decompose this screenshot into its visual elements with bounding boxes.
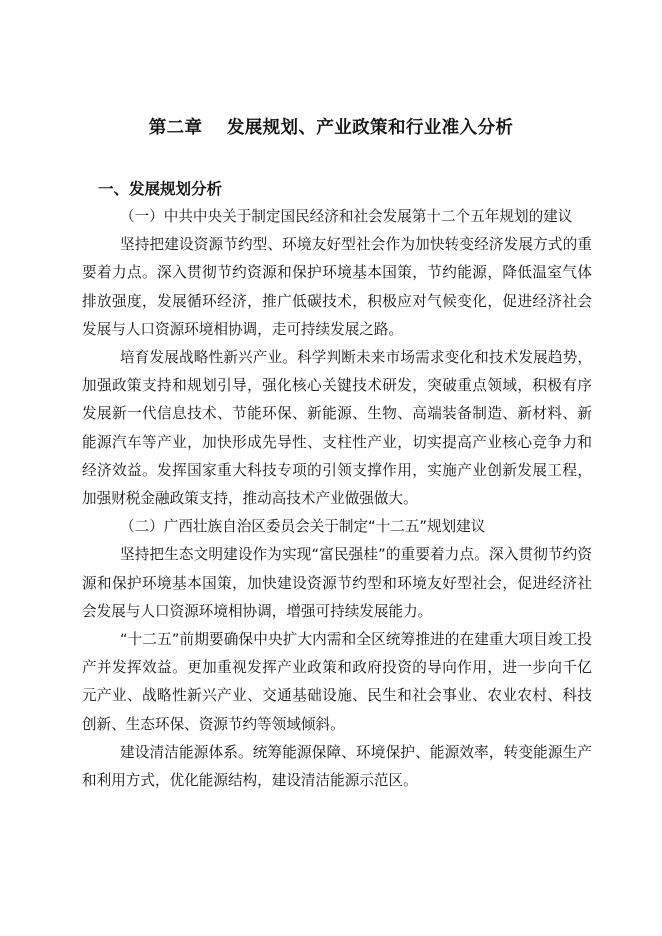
body-paragraph: 建设清洁能源体系。统筹能源保障、环境保护、能源效率，转变能源生产和利用方式，优化能源结构，建设清洁能源示范区。 bbox=[82, 743, 592, 790]
document-body bbox=[82, 203, 592, 795]
subsection-heading-1: （一）中共中央关于制定国民经济和社会发展第十二个五年规划的建议 bbox=[119, 208, 573, 225]
chapter-title: 第二章 发展规划、产业政策和行业准入分析 bbox=[148, 118, 514, 138]
subsection-heading-2: （二）广西壮族自治区委员会关于制定“十二五”规划建议 bbox=[119, 518, 486, 536]
body-paragraph: 坚持把生态文明建设作为实现“富民强桂”的重要着力点。深入贯彻节约资源和保护环境基本国策，加快建设资源节约型和环境友好型社会，促进经济社会发展与人口资源环境相协调，增强可持续发展能力。 bbox=[82, 546, 592, 620]
body-paragraph: “十二五”前期要确保中央扩大内需和全区统筹推进的在建重大项目竣工投产并发挥效益。更加重视发挥产业政策和政府投资的导向作用，进一步向千亿元产业、战略性新兴产业、交通基础设施、民生和社会事业、农业农村、科技创新、生态环保、资源节约等领域倾斜。 bbox=[82, 631, 592, 733]
body-paragraph: 培育发展战略性新兴产业。科学判断未来市场需求变化和技术发展趋势，加强政策支持和规划引导，强化核心关键技术研发，突破重点领域，积极有序发展新一代信息技术、节能环保、新能源、生物、高端装备制造、新材料、新能源汽车等产业，加快形成先导性、支柱性产业，切实提高产业核心竞争力和经济效益。发挥国家重大科技专项的引领支撑作用，实施产业创新发展工程，加强财税金融政策支持，推动高技术产业做强做大。 bbox=[82, 349, 592, 508]
body-paragraph: 坚持把建设资源节约型、环境友好型社会作为加快转变经济发展方式的重要着力点。深入贯彻节约资源和保护环境基本国策，节约能源，降低温室气体排放强度，发展循环经济，推广低碳技术，积极应对气候变化，促进经济社会发展与人口资源环境相协调，走可持续发展之路。 bbox=[82, 236, 592, 338]
section-heading: 一、发展规划分析 bbox=[98, 180, 223, 198]
